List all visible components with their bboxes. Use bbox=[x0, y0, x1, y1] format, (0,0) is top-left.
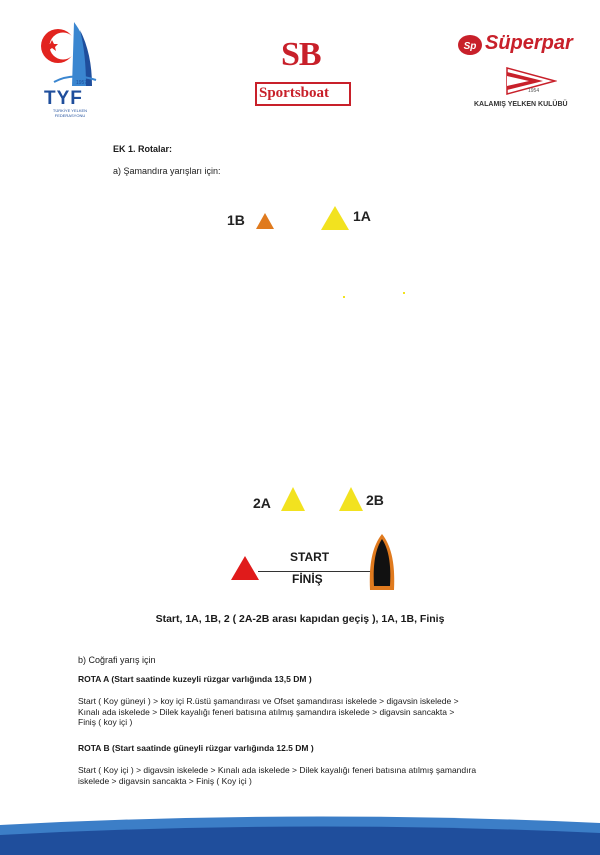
mark-1a-label: 1A bbox=[353, 208, 371, 224]
text-line: Finiş ( koy içi ) bbox=[78, 717, 133, 727]
rota-a-text bbox=[78, 696, 558, 728]
text-line: Kınalı ada iskelede > Dilek kayalığı feneri batısına atılmış şamandıra iskelede > digavsin sancakta > bbox=[78, 706, 455, 717]
svg-text:Sp: Sp bbox=[463, 41, 477, 52]
mark-2b-icon bbox=[338, 486, 364, 512]
mark-1b-icon bbox=[255, 212, 275, 230]
mark-2a-icon bbox=[280, 486, 306, 512]
pin-end-icon bbox=[230, 555, 260, 581]
dot bbox=[343, 296, 345, 298]
tyf-year: 1957 bbox=[76, 80, 88, 86]
text-line: iskelede > digavsin sancakta > Finiş ( Koy içi ) bbox=[78, 775, 252, 786]
dot bbox=[403, 292, 405, 294]
footer-wave bbox=[0, 805, 600, 855]
superpar-badge-icon bbox=[457, 34, 483, 61]
tyf-sail-icon bbox=[36, 20, 108, 90]
text-line: Start ( Koy güneyi ) > koy içi R.üstü şamandırası ve Ofset şamandırası iskelede > digavsin iskelede > bbox=[78, 696, 459, 706]
subheading-a: a) Şamandıra yarışları için: bbox=[113, 166, 221, 176]
finish-label: FİNİŞ bbox=[292, 572, 323, 586]
section-heading: EK 1. Rotalar: bbox=[113, 144, 173, 154]
rota-b-title: ROTA B (Start saatinde güneyli rüzgar varlığında 12.5 DM ) bbox=[78, 743, 314, 753]
subheading-b: b) Coğrafi yarış için bbox=[78, 655, 156, 665]
course-sequence: Start, 1A, 1B, 2 ( 2A-2B arası kapıdan geçiş ), 1A, 1B, Finiş bbox=[155, 613, 445, 625]
tyf-name: TYF bbox=[44, 88, 83, 109]
mark-2a-label: 2A bbox=[253, 495, 271, 511]
sb-logo-name: Sportsboat bbox=[259, 85, 330, 101]
mark-1a-icon bbox=[320, 205, 350, 231]
start-label: START bbox=[290, 550, 330, 564]
superpar-name: Süperpar bbox=[485, 32, 573, 54]
rota-b-text bbox=[78, 765, 558, 786]
mark-2b-label: 2B bbox=[366, 492, 384, 508]
sb-logo-mark: SB bbox=[281, 36, 321, 73]
committee-boat-icon bbox=[367, 532, 397, 592]
kalamis-name: KALAMIŞ YELKEN KULÜBÜ bbox=[474, 101, 568, 108]
rota-a-title: ROTA A (Start saatinde kuzeyli rüzgar varlığında 13,5 DM ) bbox=[78, 674, 312, 684]
tyf-subtitle: TÜRKİYE YELKEN FEDERASYONU bbox=[52, 108, 88, 118]
mark-1b-label: 1B bbox=[227, 212, 245, 228]
kalamis-year: 1954 bbox=[528, 88, 540, 94]
text-line: Start ( Koy içi ) > digavsin iskelede > Kınalı ada iskelede > Dilek kayalığı feneri batısına atılmış şamandıra bbox=[78, 765, 477, 775]
kalamis-flag-icon bbox=[505, 66, 557, 101]
